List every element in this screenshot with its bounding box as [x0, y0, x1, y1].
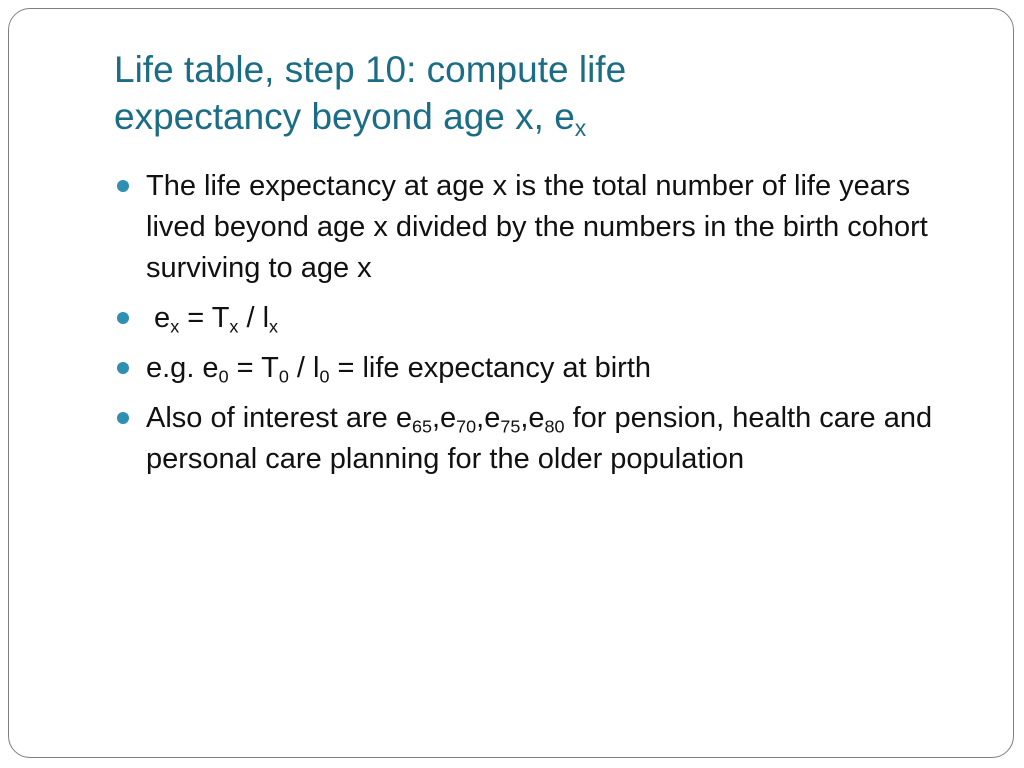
- example-lead: e.g. e: [146, 352, 219, 384]
- slide-title-subscript: x: [574, 114, 587, 141]
- formula-sub-1: x: [170, 316, 180, 337]
- slide-title-line-2-text: expectancy beyond age x, e: [114, 96, 575, 137]
- interest-lead: Also of interest are e: [146, 402, 412, 434]
- example-sub-3: 0: [319, 366, 330, 387]
- interest-sep-2: ,e: [476, 402, 501, 434]
- interest-sep-3: ,e: [520, 402, 545, 434]
- formula-sub-2: x: [229, 316, 239, 337]
- bullet-marker-icon: [117, 412, 129, 424]
- slide-title: [114, 46, 974, 140]
- example-tail: = life expectancy at birth: [329, 352, 652, 384]
- formula-mid-2: / l: [238, 302, 270, 334]
- interest-sep-1: ,e: [431, 402, 457, 434]
- formula-mid-1: = T: [179, 302, 230, 334]
- bullet-marker-icon: [117, 180, 129, 192]
- formula-sub-3: x: [269, 316, 279, 337]
- interest-sub-75: 75: [500, 416, 521, 437]
- bullet-text-formula: [146, 298, 974, 339]
- slide-title-line-1: Life table, step 10: compute life: [114, 49, 627, 90]
- example-sub-1: 0: [218, 366, 229, 387]
- interest-sub-80: 80: [544, 416, 565, 437]
- interest-sub-65: 65: [411, 416, 432, 437]
- bullet-marker-icon: [117, 362, 129, 374]
- example-mid-2: / l: [288, 352, 320, 384]
- bullet-item-formula: [114, 298, 974, 339]
- bullet-item-interest: [114, 398, 974, 480]
- bullet-item-example: [114, 348, 974, 389]
- bullet-text-interest: [146, 398, 974, 480]
- slide-title-line-2: [114, 93, 974, 140]
- bullet-text-definition: The life expectancy at age x is the total number of life years lived beyond age x divided by the numbers in the birth cohort surviving to age x: [146, 170, 928, 284]
- formula-lead: e: [146, 302, 171, 334]
- bullet-list: [114, 166, 974, 489]
- example-sub-2: 0: [278, 366, 289, 387]
- bullet-marker-icon: [117, 312, 129, 324]
- bullet-text-example: [146, 348, 974, 389]
- bullet-item-definition: [114, 166, 974, 289]
- interest-sub-70: 70: [456, 416, 477, 437]
- example-mid-1: = T: [228, 352, 279, 384]
- interest-tail: for pension, health care and personal care planning for the older population: [146, 402, 933, 475]
